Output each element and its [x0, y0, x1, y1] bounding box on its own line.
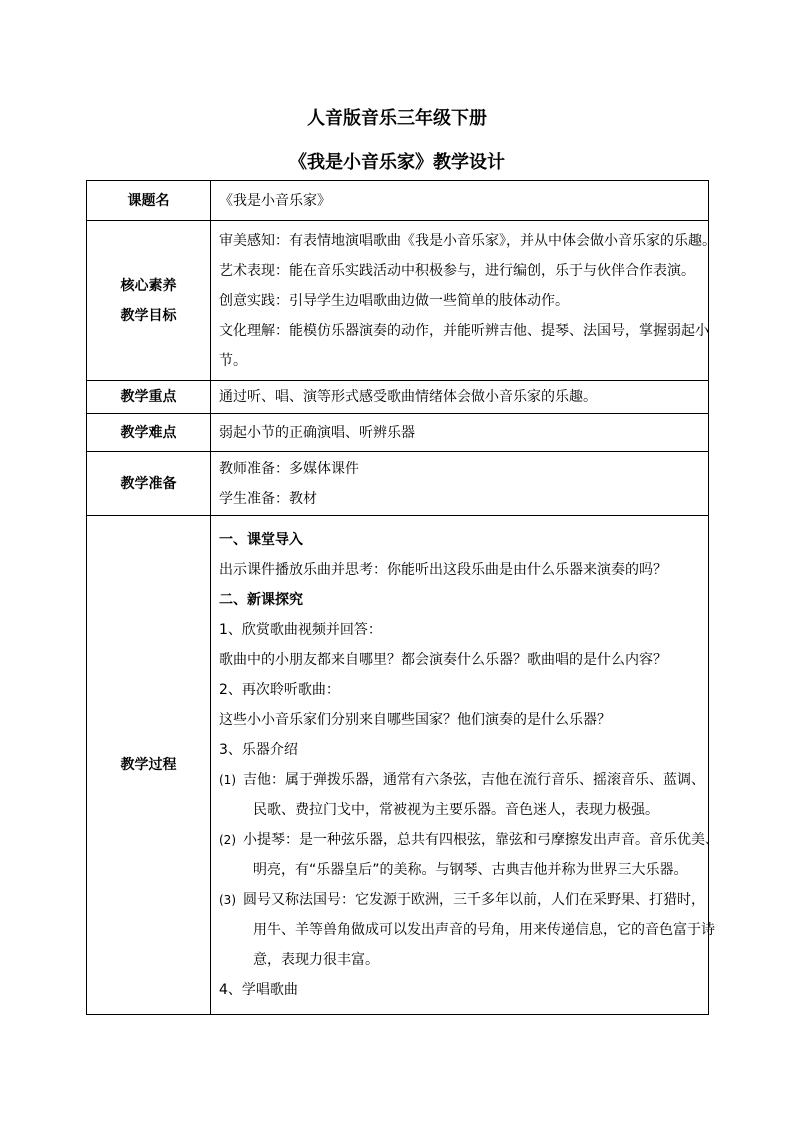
doc-title-line2: 《我是小音乐家》教学设计: [289, 152, 505, 173]
value-prep: [211, 452, 709, 516]
row-key: [87, 381, 709, 414]
doc-title-line1: 人音版音乐三年级下册: [307, 108, 487, 129]
process-step: 1、欣赏歌曲视频并回答：: [219, 622, 382, 638]
instrument-item: [219, 765, 705, 825]
lesson-plan-table: [86, 180, 719, 1015]
label-difficulty: 教学难点: [87, 414, 211, 452]
process-line: 出示课件播放乐曲并思考：你能听出这段乐曲是由什么乐器来演奏的吗？: [219, 562, 667, 578]
goal-line: 创意实践：引导学生边唱歌曲边做一些简单的肢体动作。: [219, 292, 569, 309]
goal-line: 文化理解：能模仿乐器演奏的动作，并能听辨吉他、提琴、法国号，掌握弱起小: [219, 322, 709, 339]
row-process: [87, 516, 709, 1015]
process-step: 4、学唱歌曲: [219, 982, 298, 998]
goal-line: 艺术表现：能在音乐实践活动中积极参与，进行编创，乐于与伙伴合作表演。: [219, 262, 695, 279]
instrument-item: [219, 885, 715, 975]
label-prep: 教学准备: [87, 452, 211, 516]
label-goals-line2: 教学目标: [120, 307, 177, 324]
value-difficulty: 弱起小节的正确演唱、听辨乐器: [211, 414, 709, 452]
process-step: 3、乐器介绍: [219, 742, 298, 758]
process-step: 2、再次聆听歌曲：: [219, 682, 340, 698]
value-process: [211, 516, 719, 1015]
item-line: 圆号又称法国号：它发源于欧洲，三千多年以前，人们在采野果、打猎时，: [243, 892, 705, 908]
value-goals: [211, 221, 716, 381]
value-key: 通过听、唱、演等形式感受歌曲情绪体会做小音乐家的乐趣。: [211, 381, 709, 414]
prep-line: 学生准备：教材: [219, 490, 317, 507]
instrument-item: [219, 825, 719, 885]
label-key: 教学重点: [87, 381, 211, 414]
section-heading: 二、新课探究: [219, 592, 303, 608]
section-heading: 一、课堂导入: [219, 532, 303, 548]
goal-line: 审美感知：有表情地演唱歌曲《我是小音乐家》，并从中体会做小音乐家的乐趣。: [219, 232, 716, 249]
row-difficulty: [87, 414, 709, 452]
process-line: 歌曲中的小朋友都来自哪里？都会演奏什么乐器？歌曲唱的是什么内容？: [219, 652, 667, 668]
label-process: 教学过程: [87, 516, 211, 1015]
item-number: (1): [219, 773, 236, 787]
item-number: (3): [219, 893, 236, 907]
value-topic: 《我是小音乐家》: [211, 181, 709, 221]
row-prep: [87, 452, 709, 516]
goal-line: 节。: [219, 352, 247, 369]
prep-line: 教师准备：多媒体课件: [219, 460, 359, 477]
row-topic: [87, 181, 709, 221]
label-goals: [87, 221, 211, 381]
item-line: 小提琴：是一种弦乐器，总共有四根弦，靠弦和弓摩擦发出声音。音乐优美、: [243, 832, 719, 848]
item-line: 用牛、羊等兽角做成可以发出声音的号角，用来传递信息，它的音色富于诗: [253, 922, 715, 938]
item-line: 意，表现力很丰富。: [253, 952, 379, 968]
label-goals-line1: 核心素养: [120, 277, 177, 294]
process-line: 这些小小音乐家们分别来自哪些国家？他们演奏的是什么乐器？: [219, 712, 611, 728]
label-topic: 课题名: [87, 181, 211, 221]
item-line: 明亮，有“乐器皇后”的美称。与钢琴、古典吉他并称为世界三大乐器。: [253, 862, 688, 878]
item-line: 吉他：属于弹拨乐器，通常有六条弦，吉他在流行音乐、摇滚音乐、蓝调、: [243, 772, 705, 788]
item-line: 民歌、费拉门戈中，常被视为主要乐器。音色迷人，表现力极强。: [253, 802, 659, 818]
item-number: (2): [219, 833, 236, 847]
row-goals: [87, 221, 709, 381]
